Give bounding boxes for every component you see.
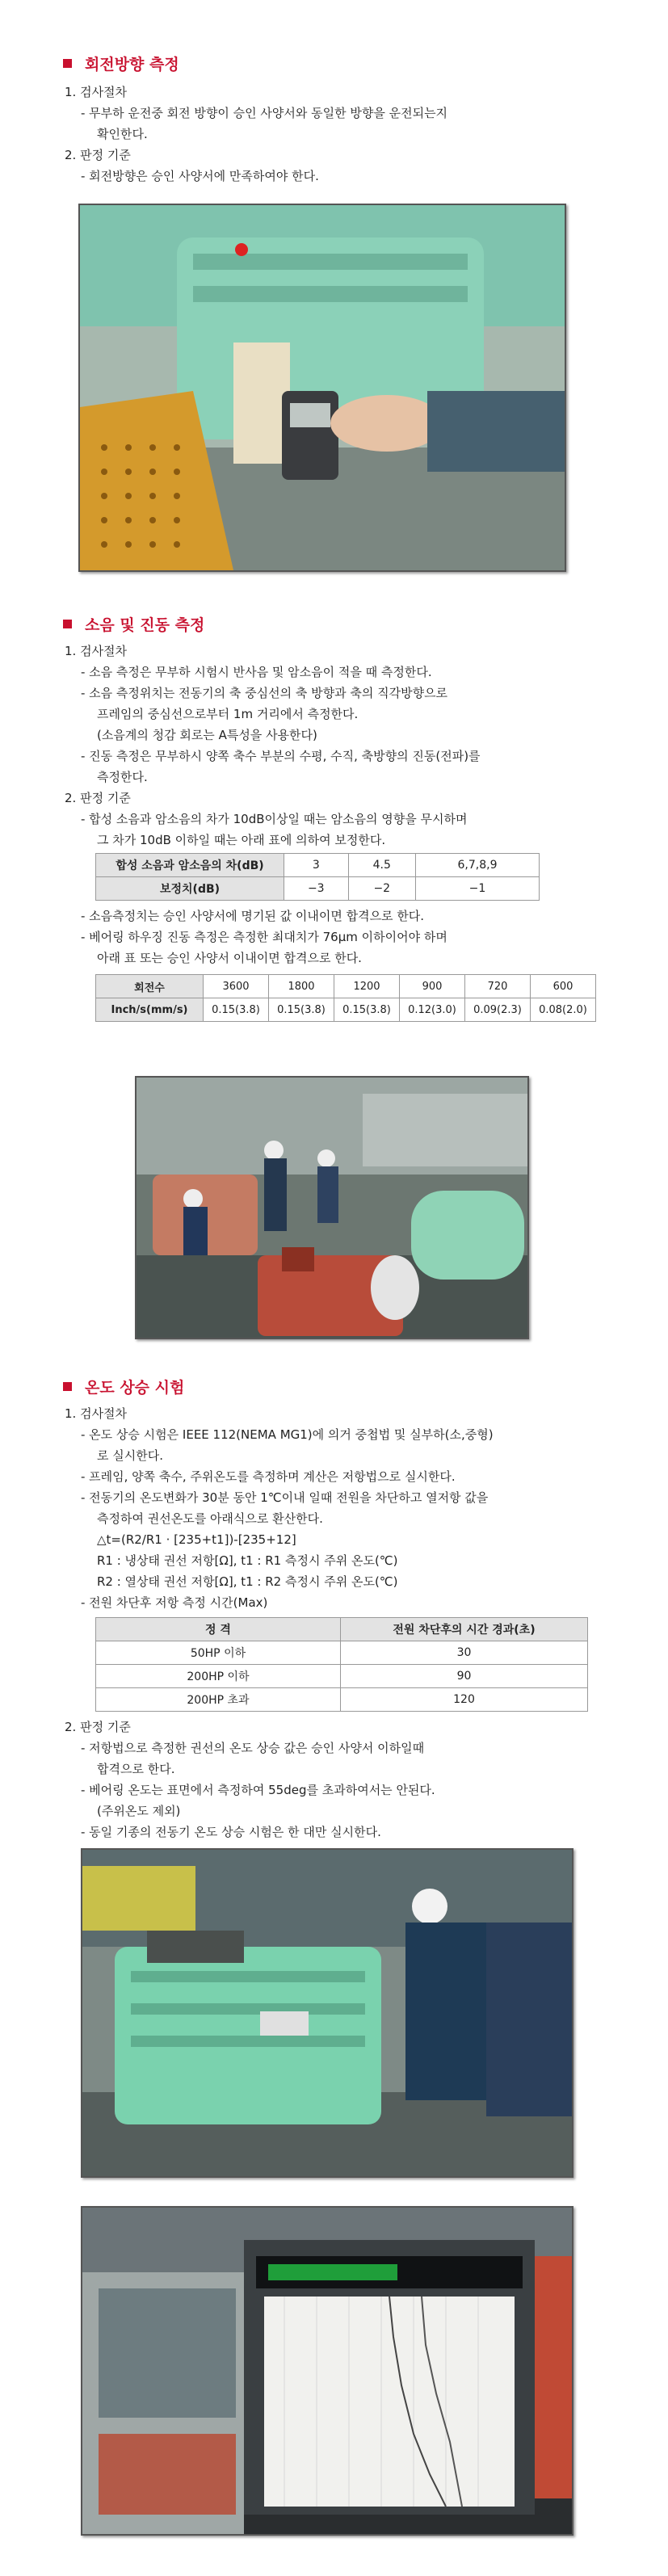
procedure-text: - 소음 측정은 무부하 시험시 반사음 및 암소음이 적을 때 측정한다. bbox=[81, 665, 432, 679]
table-cell: 200HP 초과 bbox=[96, 1688, 341, 1712]
table-cell: 1800 bbox=[269, 975, 334, 998]
criteria-text: - 동일 기종의 전동기 온도 상승 시험은 한 대만 실시한다. bbox=[81, 1825, 381, 1839]
table-row bbox=[96, 877, 540, 901]
table-cell: −2 bbox=[348, 877, 415, 901]
procedure-text: (소음계의 청감 회로는 A특성을 사용한다) bbox=[97, 728, 317, 742]
criteria-text: 아래 표 또는 승인 사양서 이내이면 합격으로 한다. bbox=[97, 951, 362, 965]
procedure-text: - 소음 측정위치는 전동기의 축 중심선의 축 방향과 축의 직각방향으로 bbox=[81, 686, 448, 700]
procedure-text: 로 실시한다. bbox=[97, 1448, 163, 1463]
step-heading: 1. 검사절차 bbox=[65, 644, 128, 658]
procedure-text: - 무부하 운전중 회전 방향이 승인 사양서와 동일한 방향을 운전되는지 bbox=[81, 106, 448, 120]
section-title: 온도 상승 시험 bbox=[63, 1375, 612, 1397]
table-cell: −3 bbox=[284, 877, 349, 901]
table-row bbox=[96, 1641, 588, 1665]
table-header-cell: 합성 소음과 암소음의 차(dB) bbox=[96, 854, 284, 877]
criteria-text: (주위온도 제외) bbox=[97, 1804, 181, 1818]
vibration-limit-table bbox=[95, 974, 596, 1022]
procedure-text: - 온도 상승 시험은 IEEE 112(NEMA MG1)에 의거 중첩법 및 실부하(소,중형) bbox=[81, 1427, 494, 1442]
section-noise-vibration bbox=[63, 612, 612, 1016]
section-rotation bbox=[63, 52, 612, 183]
table-cell: 600 bbox=[531, 975, 596, 998]
photo-rotation-test bbox=[78, 204, 566, 572]
table-header-cell: 회전수 bbox=[96, 975, 204, 998]
bullet-square-icon bbox=[63, 620, 72, 628]
table-cell: 90 bbox=[341, 1665, 588, 1688]
step-heading: 2. 판정 기준 bbox=[65, 148, 131, 162]
criteria-text: - 베어링 하우징 진동 측정은 측정한 최대치가 76μm 이하이어야 하며 bbox=[81, 930, 447, 944]
table-cell: 30 bbox=[341, 1641, 588, 1665]
procedure-text: - 전원 차단후 저항 측정 시간(Max) bbox=[81, 1595, 268, 1610]
table-cell: −1 bbox=[416, 877, 540, 901]
table-header-cell: 전원 차단후의 시간 경과(초) bbox=[341, 1618, 588, 1641]
step-heading: 1. 검사절차 bbox=[65, 85, 128, 99]
bullet-square-icon bbox=[63, 59, 72, 68]
photo-temperature-recorder bbox=[81, 2206, 573, 2536]
photo-noise-vibration-test bbox=[135, 1076, 529, 1339]
criteria-text: - 소음측정치는 승인 사양서에 명기된 값 이내이면 합격으로 한다. bbox=[81, 909, 425, 923]
criteria-text: - 저항법으로 측정한 권선의 온도 상승 값은 승인 사양서 이하일때 bbox=[81, 1741, 425, 1755]
table-cell: 200HP 이하 bbox=[96, 1665, 341, 1688]
step-heading: 2. 판정 기준 bbox=[65, 1720, 131, 1734]
table-cell: 0.08(2.0) bbox=[531, 998, 596, 1022]
procedure-text: 측정한다. bbox=[97, 770, 148, 784]
formula-legend: R1 : 냉상태 권선 저항[Ω], t1 : R1 측정시 주위 온도(℃) bbox=[97, 1553, 398, 1568]
section-temperature-rise bbox=[63, 1375, 612, 1839]
section-title: 소음 및 진동 측정 bbox=[63, 612, 612, 635]
table-row bbox=[96, 975, 596, 998]
table-cell: 900 bbox=[400, 975, 465, 998]
procedure-text: - 전동기의 온도변화가 30분 동안 1℃이내 일때 전원을 차단하고 열저항 값을 bbox=[81, 1490, 489, 1505]
table-cell: 0.15(3.8) bbox=[204, 998, 269, 1022]
table-cell: 3600 bbox=[204, 975, 269, 998]
table-row bbox=[96, 1665, 588, 1688]
section-title: 회전방향 측정 bbox=[63, 52, 612, 74]
bullet-square-icon bbox=[63, 1382, 72, 1391]
table-header-cell: 보정치(dB) bbox=[96, 877, 284, 901]
table-cell: 4.5 bbox=[348, 854, 415, 877]
procedure-text: - 프레임, 양쪽 축수, 주위온도를 측정하며 계산은 저항법으로 실시한다. bbox=[81, 1469, 456, 1484]
procedure-text: - 진동 측정은 무부하시 양쪽 축수 부분의 수평, 수직, 축방향의 진동(전파)를 bbox=[81, 749, 481, 763]
step-heading: 2. 판정 기준 bbox=[65, 791, 131, 805]
procedure-text: 프레임의 중심선으로부터 1m 거리에서 측정한다. bbox=[97, 707, 359, 721]
table-cell: 0.15(3.8) bbox=[334, 998, 400, 1022]
table-cell: 3 bbox=[284, 854, 349, 877]
table-cell: 0.15(3.8) bbox=[269, 998, 334, 1022]
criteria-text: - 합성 소음과 암소음의 차가 10dB이상일 때는 암소음의 영향을 무시하며 bbox=[81, 812, 468, 826]
table-row bbox=[96, 1618, 588, 1641]
table-row bbox=[96, 998, 596, 1022]
resistance-time-table bbox=[95, 1617, 588, 1712]
photo-temperature-test-motor bbox=[81, 1848, 573, 2178]
table-header-cell: 정 격 bbox=[96, 1618, 341, 1641]
table-header-cell: Inch/s(mm/s) bbox=[96, 998, 204, 1022]
formula-legend: R2 : 열상태 권선 저항[Ω], t1 : R2 측정시 주위 온도(℃) bbox=[97, 1574, 398, 1589]
criteria-text: - 베어링 온도는 표면에서 측정하여 55deg를 초과하여서는 안된다. bbox=[81, 1783, 435, 1797]
step-heading: 1. 검사절차 bbox=[65, 1406, 128, 1421]
table-cell: 6,7,8,9 bbox=[416, 854, 540, 877]
table-row bbox=[96, 854, 540, 877]
table-cell: 720 bbox=[465, 975, 531, 998]
formula-text: △t=(R2/R1 · [235+t1])-[235+12] bbox=[97, 1532, 296, 1547]
procedure-text: 확인한다. bbox=[97, 127, 148, 141]
table-cell: 1200 bbox=[334, 975, 400, 998]
criteria-text: 합격으로 한다. bbox=[97, 1762, 175, 1776]
table-row bbox=[96, 1688, 588, 1712]
table-cell: 0.09(2.3) bbox=[465, 998, 531, 1022]
criteria-text: - 회전방향은 승인 사양서에 만족하여야 한다. bbox=[81, 169, 319, 183]
procedure-text: 측정하여 권선온도를 아래식으로 환산한다. bbox=[97, 1511, 323, 1526]
table-cell: 0.12(3.0) bbox=[400, 998, 465, 1022]
table-cell: 50HP 이하 bbox=[96, 1641, 341, 1665]
table-cell: 120 bbox=[341, 1688, 588, 1712]
criteria-text: 그 차가 10dB 이하일 때는 아래 표에 의하여 보정한다. bbox=[97, 833, 386, 847]
noise-correction-table bbox=[95, 853, 540, 901]
